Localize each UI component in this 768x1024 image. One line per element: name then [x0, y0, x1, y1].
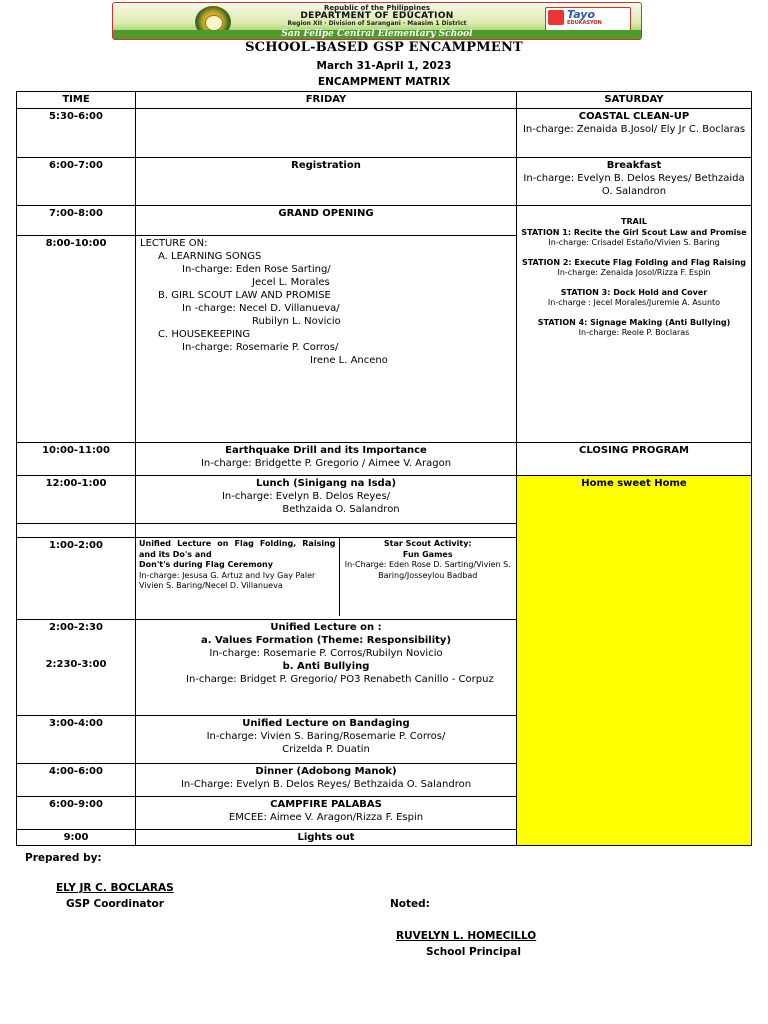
time-cell: 9:00 — [17, 830, 136, 846]
friday-lectures-cell: LECTURE ON: A. LEARNING SONGS In-charge: Eden Rose Sarting/ Jecel L. Morales B. GIRL SCOUT LAW AND PROMISE In -charge: Necel D. Villanueva/ Rubilyn L. Novicio C. HOUSEKEEPING In-charge: Rosemarie P. Corros/ Irene L. Anceno — [136, 236, 517, 443]
saturday-trail-cell: TRAIL STATION 1: Recite the Girl Scout Law and Promise In-charge: Crisadel Estaño/Vivien S. Baring STATION 2: Execute Flag Folding and Flag Raising In-charge: Zenaida Josol/Rizza F. Espin STATION 3: Dock Hold and Cover In-charge : Jecel Morales/Juremie A. Asunto STATION 4: Signage Making (Anti Bullying) In-charge: Reole P. Boclaras — [517, 206, 752, 443]
time-cell: 10:00-11:00 — [17, 443, 136, 476]
banner-line-republic: Republic of the Philippines — [324, 4, 430, 12]
friday-lunch-cell: Lunch (Sinigang na Isda) In-charge: Evelyn B. Delos Reyes/ Bethzaida O. Salandron — [136, 476, 517, 524]
prepared-by-label: Prepared by: — [25, 852, 102, 864]
time-cell: 8:00-10:00 — [17, 236, 136, 443]
time-cell: 7:00-8:00 — [17, 206, 136, 236]
principal-name: RUVELYN L. HOMECILLO — [396, 930, 537, 942]
time-cell: 2:00-2:30 2:230-3:00 — [17, 620, 136, 716]
unified-flag-lecture: Unified Lecture on Flag Folding, Raising and its Do's and Don't's during Flag Ceremony In-charge: Jesusa G. Artuz and Ivy Gay Paler Vivien S. Baring/Necel D. Villanueva — [136, 538, 339, 616]
page-title: SCHOOL-BASED GSP ENCAMPMENT — [245, 40, 523, 55]
coordinator-name: ELY JR C. BOCLARAS — [56, 882, 174, 894]
coordinator-title: GSP Coordinator — [66, 898, 164, 910]
friday-earthquake-cell: Earthquake Drill and its Importance In-charge: Bridgette P. Gregorio / Aimee V. Aragon — [136, 443, 517, 476]
empty-time-cell — [17, 524, 136, 538]
friday-empty-cell — [136, 109, 517, 158]
time-cell: 4:00-6:00 — [17, 764, 136, 797]
friday-grand-opening-cell: GRAND OPENING — [136, 206, 517, 236]
table-row — [17, 109, 752, 158]
matrix-subtitle: ENCAMPMENT MATRIX — [317, 76, 451, 88]
time-cell: 6:00-9:00 — [17, 797, 136, 830]
friday-dinner-cell: Dinner (Adobong Manok) In-Charge: Evelyn B. Delos Reyes/ Bethzaida O. Salandron — [136, 764, 517, 797]
event-date: March 31-April 1, 2023 — [316, 60, 452, 72]
col-header-friday: FRIDAY — [136, 92, 517, 109]
noted-label: Noted: — [390, 898, 430, 910]
friday-lights-out-cell: Lights out — [136, 830, 517, 846]
banner-line-region: Region XII · Division of Sarangani · Maasim 1 District — [287, 20, 467, 27]
table-row — [17, 443, 752, 476]
friday-campfire-cell: CAMPFIRE PALABAS EMCEE: Aimee V. Aragon/Rizza F. Espin — [136, 797, 517, 830]
deped-banner — [112, 2, 642, 40]
col-header-saturday: SATURDAY — [517, 92, 752, 109]
school-name-strip: San Felipe Central Elementary School — [113, 30, 641, 39]
saturday-closing-cell: CLOSING PROGRAM — [517, 443, 752, 476]
friday-registration-cell: Registration — [136, 158, 517, 206]
time-cell: 12:00-1:00 — [17, 476, 136, 524]
friday-unified-lectures-cell: Unified Lecture on : a. Values Formation (Theme: Responsibility) In-charge: Rosemarie P. Corros/Rubilyn Novicio b. Anti Bullying In-charge: Bridget P. Gregorio/ PO3 Renabeth Canillo - Corpuz — [136, 620, 517, 716]
tayo-edukasyon-logo: Tayo EDUKASYON — [545, 7, 629, 29]
table-header-row — [17, 92, 752, 109]
saturday-coastal-cell: COASTAL CLEAN-UP In-charge: Zenaida B.Josol/ Ely Jr C. Boclaras — [517, 109, 752, 158]
friday-bandaging-cell: Unified Lecture on Bandaging In-charge: Vivien S. Baring/Rosemarie P. Corros/ Crizelda P. Duatin — [136, 716, 517, 764]
time-cell: 3:00-4:00 — [17, 716, 136, 764]
friday-split-cell — [136, 538, 517, 620]
star-scout-activity: Star Scout Activity: Fun Games In-Charge: Eden Rose D. Sarting/Vivien S. Baring/Josseylou Badbad — [344, 539, 511, 580]
saturday-breakfast-cell: Breakfast In-charge: Evelyn B. Delos Reyes/ Bethzaida O. Salandron — [517, 158, 752, 206]
time-cell: 6:00-7:00 — [17, 158, 136, 206]
banner-line-department: DEPARTMENT OF EDUCATION — [300, 11, 454, 21]
table-row — [17, 206, 752, 236]
empty-friday-cell — [136, 524, 517, 538]
time-cell: 5:30-6:00 — [17, 109, 136, 158]
table-row — [17, 476, 752, 524]
time-cell: 1:00-2:00 — [17, 538, 136, 620]
saturday-home-sweet-home-cell: Home sweet Home — [517, 476, 752, 846]
encampment-matrix-table — [16, 91, 752, 846]
principal-title: School Principal — [426, 946, 521, 958]
table-row — [17, 158, 752, 206]
col-header-time: TIME — [17, 92, 136, 109]
